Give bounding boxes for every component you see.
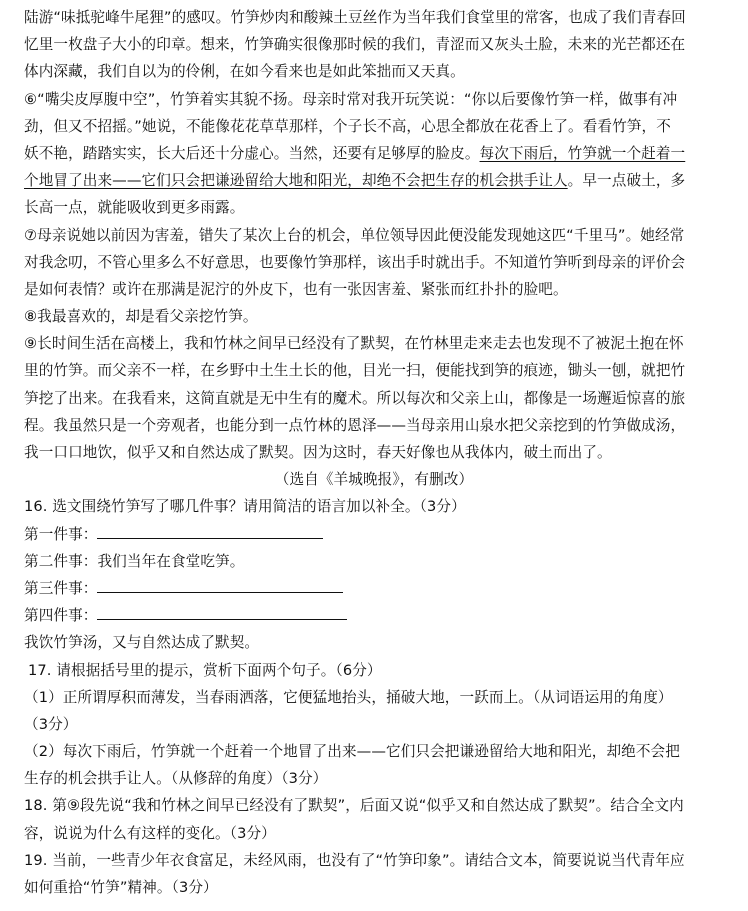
question-19 [24,847,724,901]
sub-question-1: （1）正所谓厚积而薄发，当春雨洒落，它便猛地抬头，捅破大地，一跃而上。（从词语运用的角度） [24,688,673,706]
question-17 [24,657,724,793]
text-line: 长高一点，就能吸收到更多雨露。 [24,199,245,217]
text-line: ⑥“嘴尖皮厚腹中空”，竹笋着实其貌不扬。母亲时常对我开玩笑说：“你以后要像竹笋一样，做事有冲 [24,90,678,108]
answer-blank[interactable] [97,577,343,593]
text-line: 是如何表情？或许在那满是泥泞的外皮下，也有一张因害羞、紧张而红扑扑的脸吧。 [24,280,568,298]
text-line: ⑨长时间生活在高楼上，我和竹林之间早已经没有了默契，在竹林里走来走去也发现不了被泥土抱在怀 [24,335,684,353]
text-line: 劲，但又不招摇。”她说，不能像花花草草那样，个子长不高，心思全都放在花香上了。看看竹笋，不 [24,117,671,135]
answer-line-1 [24,521,724,548]
question-18 [24,792,724,846]
question-prompt: 19. 当前，一些青少年衣食富足，未经风雨，也没有了“竹笋印象”。请结合文本，简要说说当代青年应 [24,851,685,869]
underlined-sentence: 个地冒了出来——它们只会把谦逊留给大地和阳光，却绝不会把生存的机会拱手让人 [24,172,568,190]
paragraph-5 [24,4,724,86]
text-line [24,167,724,194]
text-line: 对我念叨，不管心里多么不好意思，也要像竹笋那样，该出手时就出手。不知道竹笋听到母亲的评价会 [24,253,686,271]
answer-blank[interactable] [97,604,347,620]
underlined-sentence: 每次下雨后，竹笋就一个赶着一 [479,144,686,162]
question-prompt: 17. 请根据括号里的提示，赏析下面两个句子。（6分） [28,661,382,679]
answer-line-3 [24,575,724,602]
sub-question-2: （2）每次下雨后，竹笋就一个赶着一个地冒了出来——它们只会把谦逊留给大地和阳光，却绝不会把 [24,743,680,761]
text-line: 我一口口地饮，似乎又和自然达成了默契。因为这时，春天好像也从我体内，破土而出了。 [24,444,612,461]
text-span: 妖不艳，踏踏实实，长大后还十分虚心。当然，还要有足够厚的脸皮。 [24,144,480,162]
text-line: 体内深藏，我们自以为的伶俐，在如今看来也是如此笨拙而又天真。 [24,63,465,81]
sub-question-2-cont: 生存的机会拱手让人。（从修辞的角度）（3分） [24,770,328,788]
question-prompt-cont: 容，说说为什么有这样的变化。（3分） [24,824,276,842]
item-label: 第一件事： [24,525,98,543]
text-line: ⑦母亲说她以前因为害羞，错失了某次上台的机会，单位领导因此便没能发现她这匹“千里马”。她经常 [24,226,685,244]
source-citation: （选自《羊城晚报》，有删改） [274,471,474,489]
question-prompt: 18. 第⑨段先说“我和竹林之间早已经没有了默契”，后面又说“似乎又和自然达成了默契”。结合全文内 [24,797,684,815]
paragraph-6 [24,86,724,222]
question-prompt: 16. 选文围绕竹笋写了哪几件事？请用简洁的语言加以补全。（3分） [24,498,466,516]
sub-question-1-cont: （3分） [24,715,78,733]
paragraph-8: ⑧我最喜欢的，却是看父亲挖竹笋。 [24,308,258,326]
item-label: 第四件事： [24,607,98,625]
answer-blank[interactable] [97,523,323,539]
answer-line-2 [24,548,724,575]
question-16 [24,493,724,656]
text-line: 笋挖了出来。在我看来，这简直就是无中生有的魔术。所以每次和父亲上山，都像是一场邂逅惊喜的旅 [24,389,686,407]
answer-line-4 [24,602,724,629]
text-span: 。早一点破土，多 [567,172,686,190]
text-line: 里的竹笋。而父亲不一样，在乡野中土生土长的他，目光一扫，便能找到笋的痕迹，锄头一刨，就把竹 [24,362,686,380]
text-line [24,140,724,167]
item-label: 第二件事： [24,552,98,570]
item-label: 第三件事： [24,579,98,597]
item-final: 我饮竹笋汤，又与自然达成了默契。 [24,634,260,652]
text-line: 忆里一枚盘子大小的印章。想来，竹笋确实很像那时候的我们，青涩而又灰头土脸，未来的光芒都还在 [24,36,686,54]
paragraph-7 [24,222,724,304]
paragraph-9 [24,330,724,466]
text-line: 程。我虽然只是一个旁观者，也能分到一点竹林的恩泽——当母亲用山泉水把父亲挖到的竹笋做成汤， [24,416,686,434]
item-text: 我们当年在食堂吃笋。 [97,552,245,570]
question-prompt-cont: 如何重拾“竹笋”精神。（3分） [24,879,218,896]
text-line: 陆游“味抵驼峰牛尾狸”的感叹。竹笋炒肉和酸辣土豆丝作为当年我们食堂里的常客，也成了我们青春回 [24,9,686,26]
